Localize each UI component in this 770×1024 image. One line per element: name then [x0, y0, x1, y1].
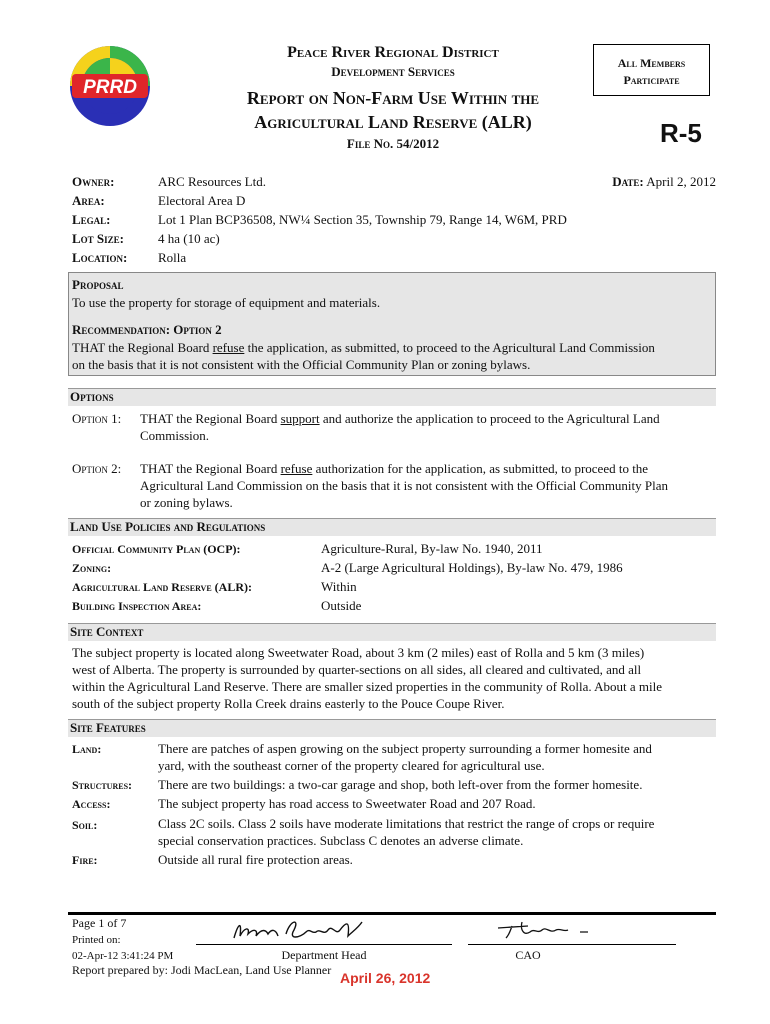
site-context-line3: within the Agricultural Land Reserve. There are smaller sized properties in the community of Rolla. About a mile [72, 679, 663, 694]
prrd-logo [68, 44, 152, 128]
site-features-heading: Site Features [68, 719, 716, 737]
option1-line1 [140, 411, 660, 428]
access-label: Access: [72, 797, 111, 811]
option2-line3: or zoning bylaws. [140, 495, 233, 510]
opt1-post: and authorize the application to proceed to the Agricultural Land [319, 411, 660, 426]
proposal-heading: Proposal [72, 277, 124, 292]
page-number: Page 1 of 7 [72, 916, 127, 930]
report-title-line1: Report on Non-Farm Use Within the [246, 88, 540, 108]
policy-building-value: Outside [321, 598, 362, 613]
soil-line1: Class 2C soils. Class 2 soils have moderate limitations that restrict the range of crops or require [158, 816, 655, 831]
site-context-line1: The subject property is located along Sweetwater Road, about 3 km (2 miles) east of Rolla and 5 km (3 miles) [72, 645, 645, 660]
footer-rule [68, 912, 716, 915]
site-context-heading: Site Context [68, 623, 716, 641]
policy-zoning-label: Zoning: [72, 561, 112, 575]
structures-label: Structures: [72, 778, 133, 792]
policy-alr-label: Agricultural Land Reserve (ALR): [72, 580, 252, 594]
opt1-pre: THAT the Regional Board [140, 411, 281, 426]
members-box [593, 44, 710, 96]
recommendation-line1 [72, 340, 655, 357]
land-line1: There are patches of aspen growing on the subject property surrounding a former homesite and [158, 741, 652, 756]
policy-ocp-value: Agriculture-Rural, By-law No. 1940, 2011 [321, 541, 543, 556]
recommendation-heading: Recommendation: Option 2 [72, 322, 222, 337]
structures-value: There are two buildings: a two-car garage and shop, both left-over from the former homesite. [158, 777, 643, 792]
site-context-line2: west of Alberta. The property is surrounded by quarter-sections on all sides, all cleared and cultivated, and all [72, 662, 642, 677]
cao-signature-line [468, 944, 676, 945]
soil-label: Soil: [72, 818, 98, 832]
fire-label: Fire: [72, 853, 98, 867]
policies-heading: Land Use Policies and Regulations [68, 518, 716, 536]
land-label: Land: [72, 742, 102, 756]
file-number: File No. 54/2012 [346, 136, 440, 151]
area-value: Electoral Area D [158, 193, 246, 208]
options-heading: Options [68, 388, 716, 406]
legal-value: Lot 1 Plan BCP36508, NW¼ Section 35, Township 79, Range 14, W6M, PRD [158, 212, 567, 227]
option1-line2: Commission. [140, 428, 209, 443]
legal-label: Legal: [72, 212, 111, 227]
opt2-pre: THAT the Regional Board [140, 461, 281, 476]
report-date [612, 174, 716, 190]
owner-label: Owner: [72, 174, 115, 189]
land-line2: yard, with the southeast corner of the property cleared for agricultural use. [158, 758, 545, 773]
rec-pre: THAT the Regional Board [72, 340, 213, 355]
department-head-signature [228, 914, 368, 951]
policy-building-label: Building Inspection Area: [72, 599, 202, 613]
department-head-label: Department Head [281, 948, 367, 962]
members-line1: All Members [617, 56, 686, 70]
opt2-post: authorization for the application, as submitted, to proceed to the [312, 461, 649, 476]
prepared-by: Report prepared by: Jodi MacLean, Land Use Planner [72, 963, 332, 977]
department-name: Development Services [331, 64, 455, 79]
print-timestamp: 02-Apr-12 3:41:24 PM [72, 950, 174, 962]
proposal-text: To use the property for storage of equipment and materials. [72, 295, 381, 310]
option1-label: Option 1: [72, 411, 122, 426]
rec-refuse: refuse [212, 340, 245, 355]
cao-signature [494, 916, 594, 947]
option2-line1 [140, 461, 648, 478]
fire-value: Outside all rural fire protection areas. [158, 852, 353, 867]
rec-post: the application, as submitted, to proceed to the Agricultural Land Commission [244, 340, 655, 355]
svg-text:PRRD: PRRD [83, 77, 137, 98]
cao-label: CAO [515, 948, 541, 962]
lot-size-value: 4 ha (10 ac) [158, 231, 220, 246]
area-row [72, 193, 722, 212]
area-label: Area: [72, 193, 105, 208]
lot-size-row [72, 231, 722, 250]
legal-row [72, 212, 722, 231]
location-row [72, 250, 722, 269]
report-code: R-5 [660, 118, 702, 148]
option2-line2: Agricultural Land Commission on the basis that it is not consistent with the Official Community Plan [140, 478, 669, 493]
members-line2: Participate [623, 73, 680, 87]
printed-on-label: Printed on: [72, 934, 121, 946]
opt2-refuse: refuse [280, 461, 313, 476]
recommendation-line2: on the basis that it is not consistent with the Official Community Plan or zoning bylaws. [72, 357, 531, 372]
location-value: Rolla [158, 250, 187, 265]
access-value: The subject property has road access to Sweetwater Road and 207 Road. [158, 796, 536, 811]
org-name: Peace River Regional District [287, 44, 499, 61]
date-value: April 2, 2012 [646, 174, 716, 189]
owner-value: ARC Resources Ltd. [158, 174, 266, 189]
date-label: Date: [612, 174, 644, 189]
approval-date-stamp: April 26, 2012 [340, 970, 431, 986]
policy-zoning-value: A-2 (Large Agricultural Holdings), By-law No. 479, 1986 [321, 560, 623, 575]
soil-line2: special conservation practices. Subclass C denotes an adverse climate. [158, 833, 524, 848]
policy-ocp-label: Official Community Plan (OCP): [72, 542, 241, 556]
opt1-support: support [280, 411, 320, 426]
department-head-signature-line [196, 944, 452, 945]
location-label: Location: [72, 250, 128, 265]
lot-size-label: Lot Size: [72, 231, 124, 246]
site-context-line4: south of the subject property Rolla Creek drains easterly to the Pouce Coupe River. [72, 696, 505, 711]
report-title-line2: Agricultural Land Reserve (ALR) [254, 112, 532, 132]
policy-alr-value: Within [321, 579, 357, 594]
option2-label: Option 2: [72, 461, 122, 476]
